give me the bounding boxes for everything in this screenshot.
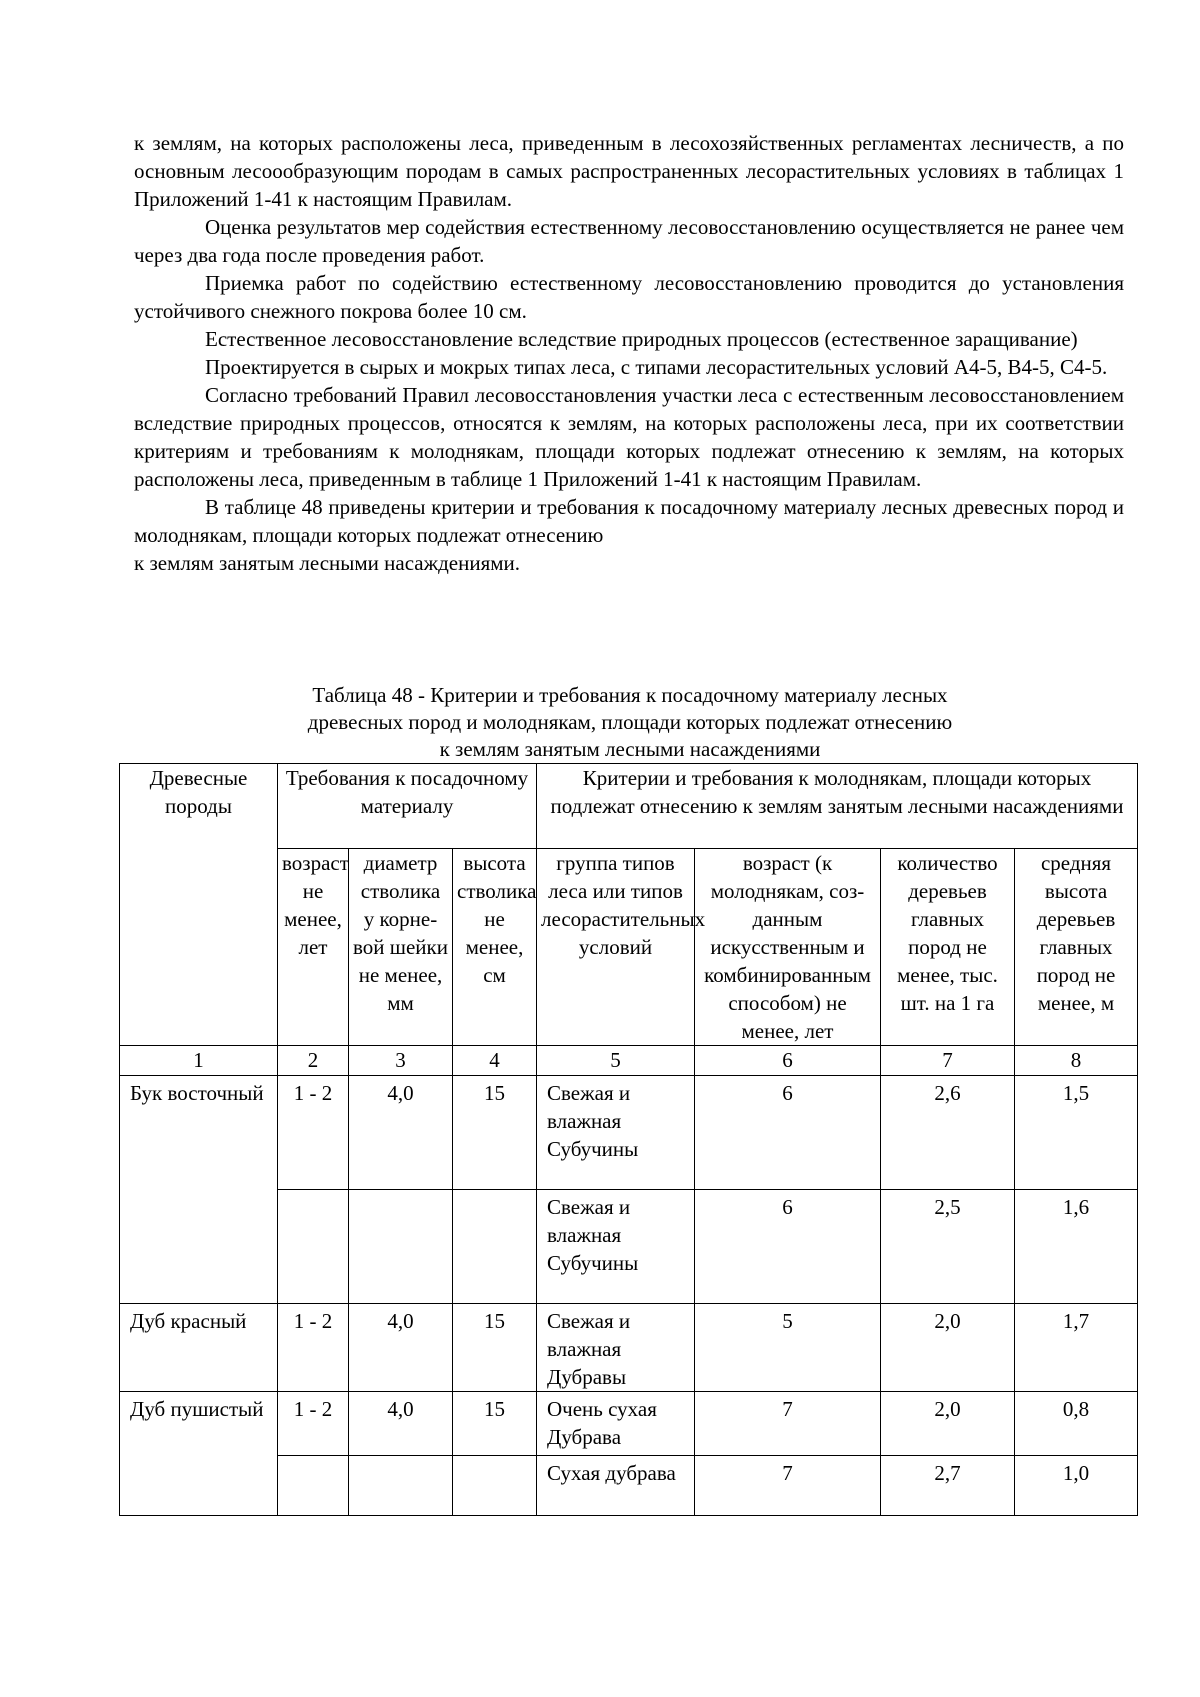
cell-species: Дуб красный [120,1303,278,1391]
column-number: 6 [695,1045,881,1075]
cell-avg-height: 1,7 [1015,1303,1138,1391]
cell-diameter: 4,0 [349,1391,453,1455]
header-young-stands: Критерии и требования к молоднякам, площади которых подлежат отнесению к землям занятым лесными насаждениями [537,764,1138,849]
cell-tree-count: 2,6 [881,1075,1015,1189]
cell-avg-height: 1,0 [1015,1455,1138,1515]
column-numbers-row [120,1045,1138,1075]
cell-forest-type: Свежая и влажная Субучины [537,1075,695,1189]
subheader-tree-count: количество деревьев главных пород не менее, тыс. шт. на 1 га [881,848,1015,1045]
table-caption [120,682,1140,763]
cell-diameter: 4,0 [349,1075,453,1189]
paragraph-requirements: Согласно требований Правил лесовосстановления участки леса с естественным лесовосстановлением вследствие природных процессов, относятся к землям, на которых расположены леса, при их соответствии критериям и требованиям к молоднякам, площади которых подлежат отнесению к землям, на которых расположены леса, приведенным в таблице 1 Приложений 1-41 к настоящим Правилам. [134,383,1124,491]
table-row [120,1303,1138,1391]
subheader-forest-type: группа типов леса или типов лесорастительных условий [537,848,695,1045]
header-species: Древесные породы [120,764,278,849]
cell-height: 15 [453,1303,537,1391]
subheader-height: высота стволика не менее, см [453,848,537,1045]
cell-species: Дуб пушистый [120,1391,278,1515]
cell-age: 1 - 2 [278,1303,349,1391]
caption-line: Таблица 48 - Критерии и требования к посадочному материалу лесных [312,683,948,707]
cell-age: 1 - 2 [278,1391,349,1455]
cell-height: 15 [453,1391,537,1455]
cell-age [278,1455,349,1515]
body-text [134,129,1124,577]
cell-tree-count: 2,0 [881,1391,1015,1455]
cell-species: Бук восточный [120,1075,278,1303]
column-number: 4 [453,1045,537,1075]
cell-tree-count: 2,5 [881,1189,1015,1303]
column-number: 7 [881,1045,1015,1075]
column-number: 5 [537,1045,695,1075]
header-planting-material: Требования к посадочному материалу [278,764,537,849]
caption-line: к землям занятым лесными насаждениями [439,737,821,761]
column-number: 1 [120,1045,278,1075]
table-row [120,1075,1138,1189]
header-species-cont [120,848,278,1045]
cell-forest-type: Свежая и влажная Субучины [537,1189,695,1303]
cell-young-age: 7 [695,1391,881,1455]
cell-height: 15 [453,1075,537,1189]
cell-height [453,1455,537,1515]
column-number: 8 [1015,1045,1138,1075]
paragraph-table-intro: В таблице 48 приведены критерии и требования к посадочному материалу лесных древесных пород и молоднякам, площади которых подлежат отнесению [134,495,1124,547]
subheader-young-age: возраст (к молоднякам, соз-данным искусственным и комбинированным способом) не менее, лет [695,848,881,1045]
table-header-row [120,764,1138,849]
cell-diameter: 4,0 [349,1303,453,1391]
cell-diameter [349,1455,453,1515]
cell-tree-count: 2,0 [881,1303,1015,1391]
criteria-table [119,763,1138,1516]
subheader-avg-height: средняя высота деревьев главных пород не менее, м [1015,848,1138,1045]
cell-forest-type: Свежая и влажная Дубравы [537,1303,695,1391]
paragraph-assessment: Оценка результатов мер содействия естественному лесовосстановлению осуществляется не ранее чем через два года после проведения работ. [134,215,1124,267]
cell-height [453,1189,537,1303]
paragraph-table-intro-end: к землям занятым лесными насаждениями. [134,551,521,575]
table-subheader-row [120,848,1138,1045]
cell-tree-count: 2,7 [881,1455,1015,1515]
column-number: 2 [278,1045,349,1075]
cell-avg-height: 1,6 [1015,1189,1138,1303]
cell-young-age: 6 [695,1189,881,1303]
cell-forest-type: Очень сухая Дубрава [537,1391,695,1455]
paragraph-acceptance: Приемка работ по содействию естественному лесовосстановлению проводится до установления устойчивого снежного покрова более 10 см. [134,271,1124,323]
cell-avg-height: 1,5 [1015,1075,1138,1189]
subheader-age: возраст не менее, лет [278,848,349,1045]
cell-age: 1 - 2 [278,1075,349,1189]
paragraph-design: Проектируется в сырых и мокрых типах леса, с типами лесорастительных условий А4-5, В4-5, С4-5. [205,355,1108,379]
caption-line: древесных пород и молоднякам, площади которых подлежат отнесению [307,710,953,734]
cell-avg-height: 0,8 [1015,1391,1138,1455]
cell-young-age: 7 [695,1455,881,1515]
paragraph-natural-regeneration: Естественное лесовосстановление вследствие природных процессов (естественное заращивание) [205,327,1078,351]
cell-diameter [349,1189,453,1303]
subheader-diameter: диаметр стволика у корне-вой шейки не менее, мм [349,848,453,1045]
paragraph-continuation: к землям, на которых расположены леса, приведенным в лесохозяйственных регламентах лесничеств, а по основным лесоообразующим породам в самых распространенных лесорастительных условиях в таблицах 1 Приложений 1-41 к настоящим Правилам. [134,131,1124,211]
cell-forest-type: Сухая дубрава [537,1455,695,1515]
column-number: 3 [349,1045,453,1075]
cell-age [278,1189,349,1303]
cell-young-age: 5 [695,1303,881,1391]
table-row [120,1391,1138,1455]
cell-young-age: 6 [695,1075,881,1189]
